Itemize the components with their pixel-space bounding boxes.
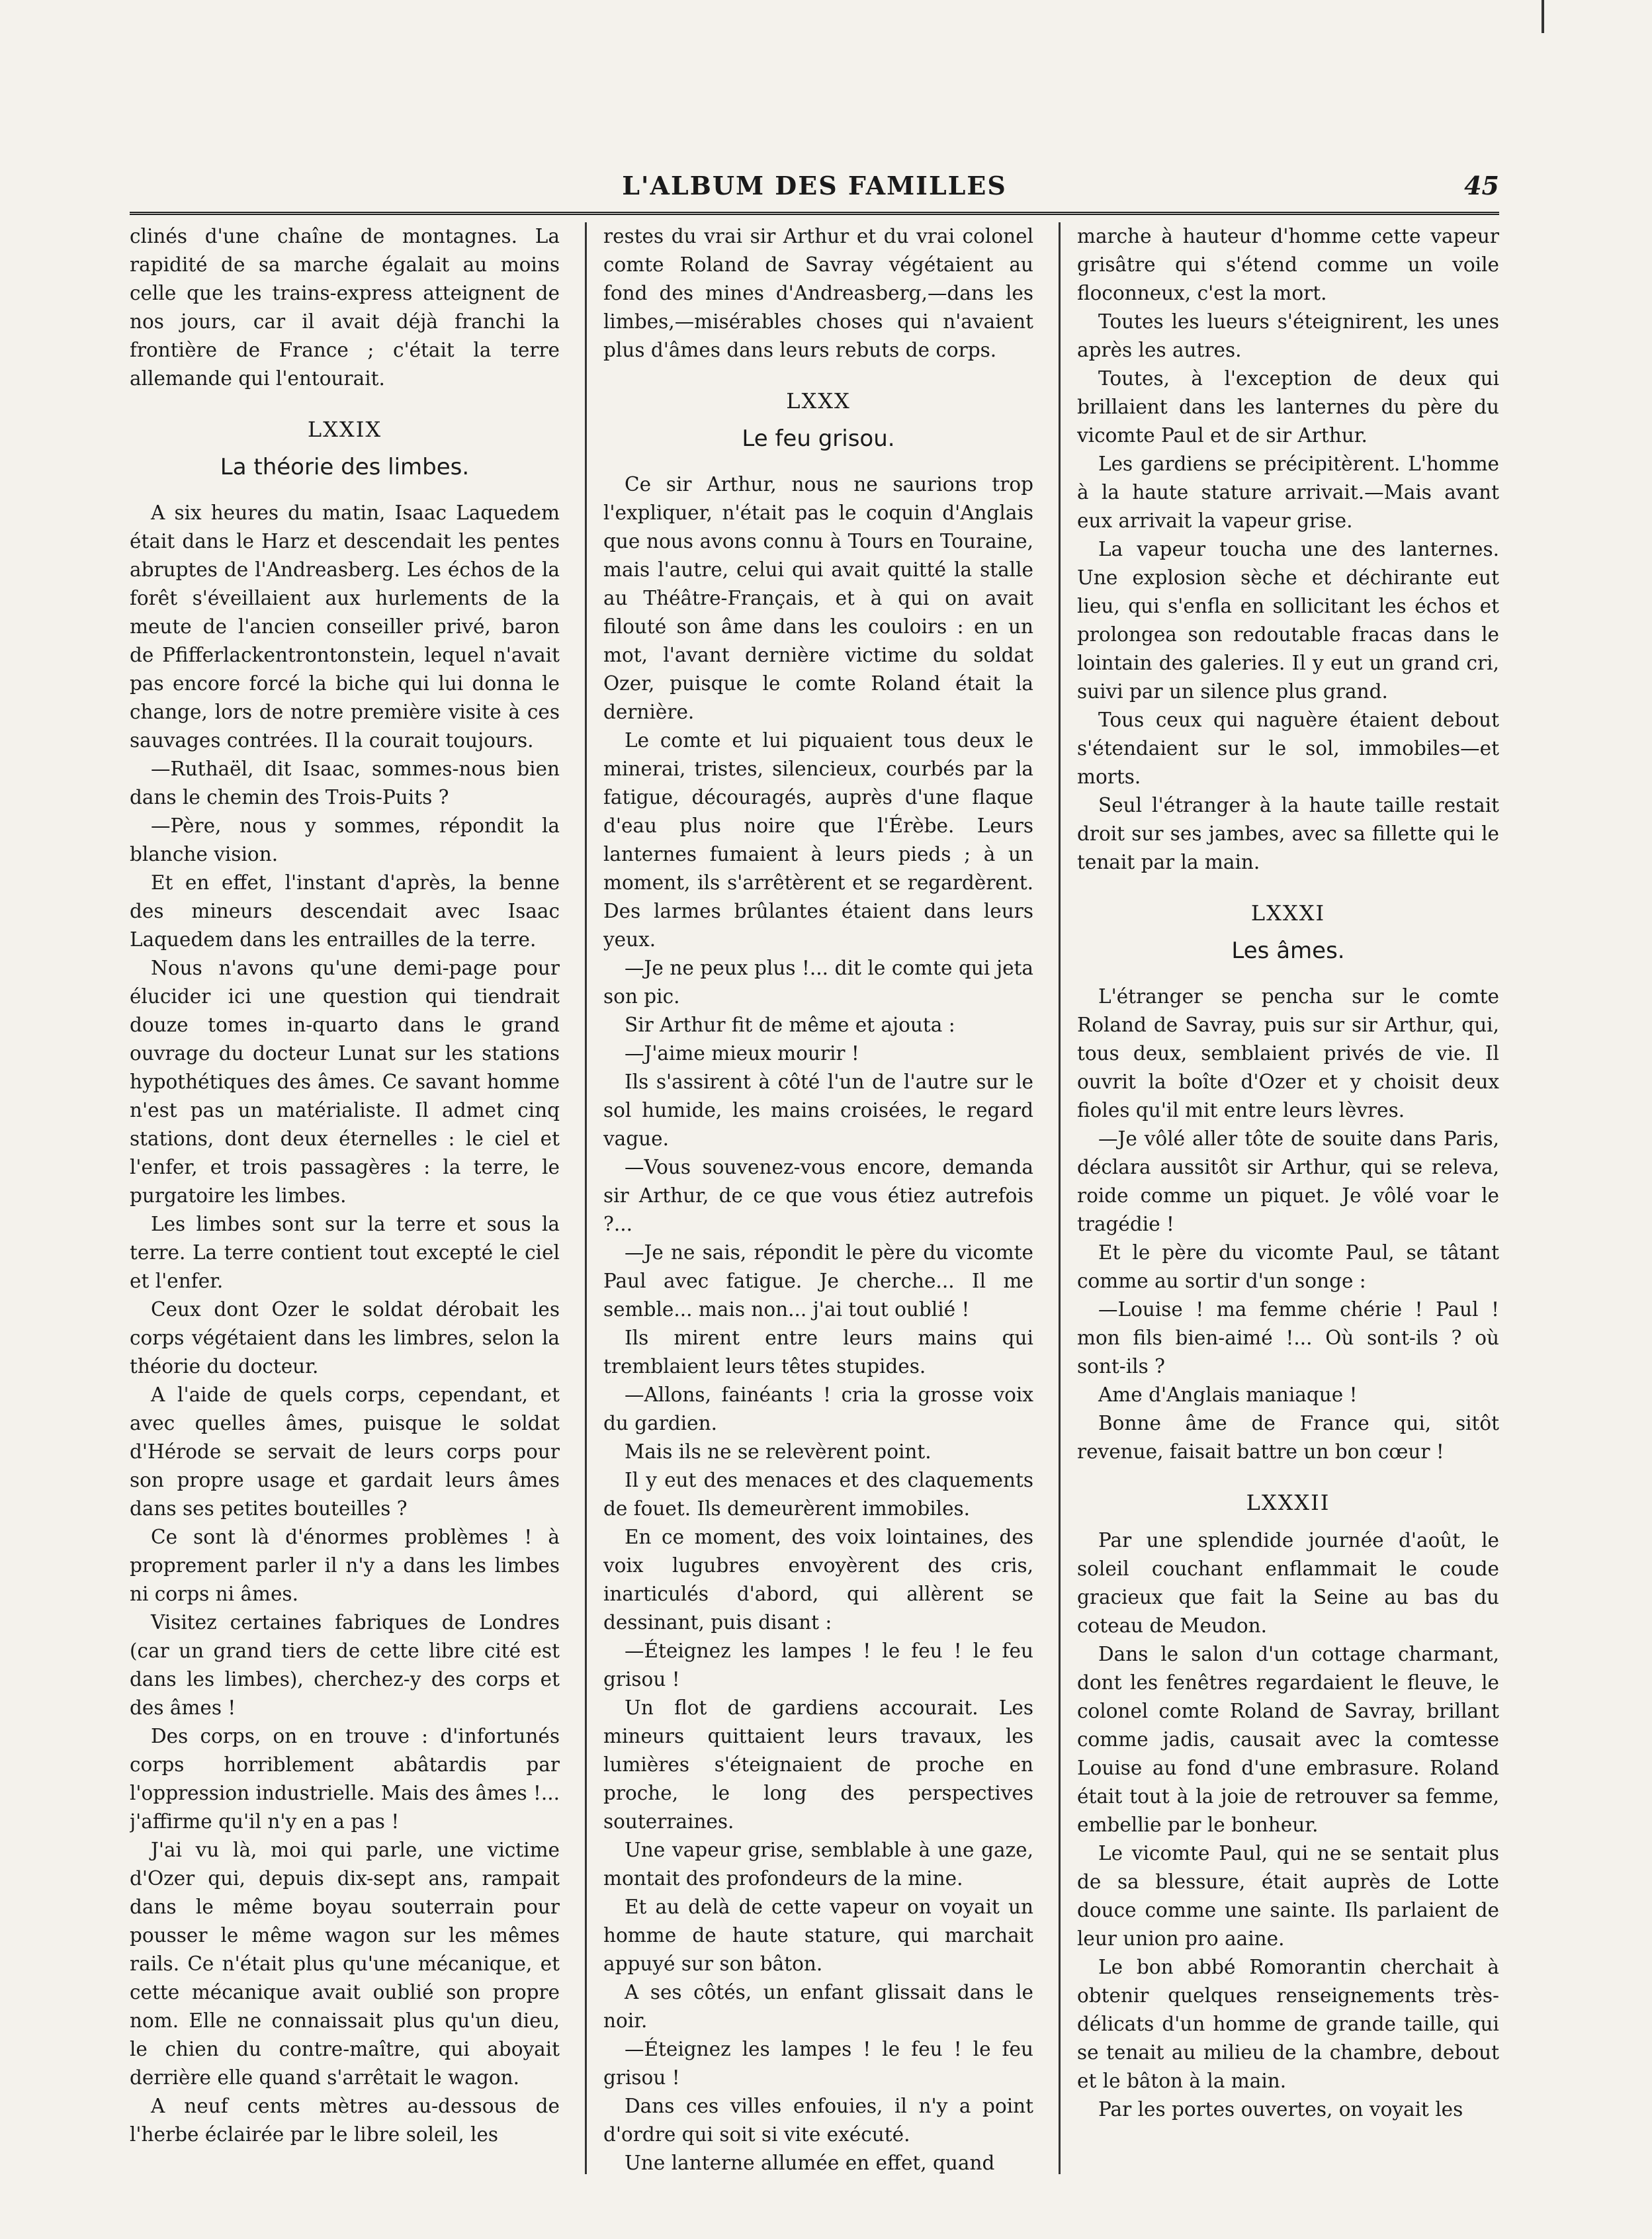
paragraph: —Ruthaël, dit Isaac, sommes-nous bien dans le chemin des Trois-Puits ? — [130, 758, 560, 809]
paragraph: L'étranger se pencha sur le comte Roland de Savray, puis sur sir Arthur, qui, tous deux, semblaient privés de vie. Il ouvrit la boîte d'Ozer et y choisit deux fioles qu'il mit entre leurs lèvres. — [1077, 985, 1499, 1121]
chapter-title: Les âmes. — [1231, 938, 1345, 964]
paragraph: La vapeur toucha une des lanternes. Une explosion sèche et déchirante eut lieu, qui s'enfla en sollicitant les échos et prolongea son redoutable fracas dans le lointain des galeries. Il y eut un grand cri, suivi par un silence plus grand. — [1077, 538, 1499, 703]
paragraph: Toutes, à l'exception de deux qui brillaient dans les lanternes du père du vicomte Paul et de sir Arthur. — [1077, 367, 1499, 447]
paragraph: Le bon abbé Romorantin cherchait à obtenir quelques renseignements très-délicats d'un homme de grande taille, qui se tenait au milieu de la chambre, debout et le bâton à la main. — [1077, 1956, 1499, 2092]
column-divider — [1059, 222, 1061, 2174]
paragraph: Une vapeur grise, semblable à une gaze, montait des profondeurs de la mine. — [603, 1839, 1033, 1890]
header-rule — [130, 212, 1499, 215]
paragraph: Mais ils ne se relevèrent point. — [625, 1440, 932, 1463]
paragraph: Des corps, on en trouve : d'infortunés corps horriblement abâtardis par l'oppression industrielle. Mais des âmes !... j'affirme qu'il n'y en a pas ! — [130, 1725, 560, 1833]
running-title: L'ALBUM DES FAMILLES — [622, 171, 1007, 200]
paragraph: Et au delà de cette vapeur on voyait un homme de haute stature, qui marchait appuyé sur son bâton. — [603, 1896, 1033, 1975]
chapter-number: LXXIX — [307, 417, 382, 442]
paragraph: Ils mirent entre leurs mains qui tremblaient leurs têtes stupides. — [603, 1327, 1033, 1378]
paragraph: Le comte et lui piquaient tous deux le minerai, tristes, silencieux, courbés par la fatigue, découragés, auprès d'une flaque d'eau plus noire que l'Érèbe. Leurs lanternes fumaient à leurs pieds ; à un moment, ils s'arrêtèrent et se regardèrent. Des larmes brûlantes étaient dans leurs yeux. — [603, 729, 1033, 951]
chapter-title: Le feu grisou. — [742, 425, 895, 452]
paragraph: marche à hauteur d'homme cette vapeur grisâtre qui s'étend comme un voile floconneux, c'est la mort. — [1077, 225, 1499, 304]
paragraph: Ceux dont Ozer le soldat dérobait les corps végétaient dans les limbres, selon la théorie du docteur. — [130, 1298, 560, 1378]
paragraph: Le vicomte Paul, qui ne se sentait plus de sa blessure, était auprès de Lotte douce comme une sainte. Ils parlaient de leur union pro aaine. — [1077, 1842, 1499, 1950]
paragraph: Une lanterne allumée en effet, quand — [625, 2152, 995, 2174]
paragraph: Ame d'Anglais maniaque ! — [1098, 1383, 1358, 1406]
paragraph: restes du vrai sir Arthur et du vrai colonel comte Roland de Savray végétaient au fond des mines d'Andreasberg,—dans les limbes,—misérables choses qui n'avaient plus d'âmes dans leurs rebuts de corps. — [603, 225, 1033, 361]
paragraph: Par une splendide journée d'août, le soleil couchant enflammait le coude gracieux que fait la Seine au bas du coteau de Meudon. — [1077, 1529, 1499, 1637]
margin-mark — [1542, 0, 1544, 33]
column-1 — [130, 222, 560, 2174]
text-columns — [130, 222, 1499, 2174]
paragraph: A neuf cents mètres au-dessous de l'herbe éclairée par le libre soleil, les — [130, 2095, 560, 2146]
paragraph: Dans le salon d'un cottage charmant, dont les fenêtres regardaient le fleuve, le colonel comte Roland de Savray, brillant comme jadis, causait avec la comtesse Louise au fond d'une embrasure. Roland était tout à la joie de retrouver sa femme, embellie par le bonheur. — [1077, 1643, 1499, 1836]
column-divider — [585, 222, 587, 2174]
paragraph: —Je ne peux plus !... dit le comte qui jeta son pic. — [603, 957, 1033, 1008]
running-header — [130, 171, 1499, 210]
paragraph: Les limbes sont sur la terre et sous la terre. La terre contient tout excepté le ciel et l'enfer. — [130, 1213, 560, 1292]
paragraph: Nous n'avons qu'une demi-page pour élucider ici une question qui tiendrait douze tomes in-quarto dans le grand ouvrage du docteur Lunat sur les stations hypothétiques des âmes. Ce savant homme n'est pas un matérialiste. Il admet cinq stations, dont deux éternelles : le ciel et l'enfer, et trois passagères : la terre, le purgatoire les limbes. — [130, 957, 560, 1207]
chapter-number: LXXX — [786, 388, 851, 414]
paragraph: Tous ceux qui naguère étaient debout s'étendaient sur le sol, immobiles—et morts. — [1077, 709, 1499, 788]
paragraph: Les gardiens se précipitèrent. L'homme à la haute stature arrivait.—Mais avant eux arrivait la vapeur grise. — [1077, 453, 1499, 532]
paragraph: Et le père du vicomte Paul, se tâtant comme au sortir d'un songe : — [1077, 1241, 1499, 1292]
paragraph: —Allons, fainéants ! cria la grosse voix du gardien. — [603, 1383, 1033, 1434]
paragraph: —Louise ! ma femme chérie ! Paul ! mon fils bien-aimé !... Où sont-ils ? où sont-ils ? — [1077, 1298, 1499, 1378]
paragraph: —Éteignez les lampes ! le feu ! le feu grisou ! — [603, 2038, 1033, 2089]
chapter-number: LXXXII — [1246, 1490, 1330, 1515]
paragraph: En ce moment, des voix lointaines, des voix lugubres envoyèrent des cris, inarticulés d'abord, qui allèrent se dessinant, puis disant : — [603, 1526, 1033, 1634]
paragraph: —Je ne sais, répondit le père du vicomte Paul avec fatigue. Je cherche... Il me semble... mais non... j'ai tout oublié ! — [603, 1241, 1033, 1321]
column-3 — [1077, 222, 1499, 2174]
paragraph: Par les portes ouvertes, on voyait les — [1098, 2098, 1463, 2121]
paragraph: —Éteignez les lampes ! le feu ! le feu grisou ! — [603, 1640, 1033, 1690]
paragraph: J'ai vu là, moi qui parle, une victime d'Ozer qui, depuis dix-sept ans, rampait dans le même boyau souterrain pour pousser le même wagon sur les mêmes rails. Ce n'était plus qu'une mécanique, et cette mécanique avait oublié son propre nom. Elle ne connaissait plus qu'un dieu, le chien du contre-maître, qui aboyait derrière elle quand s'arrêtait le wagon. — [130, 1839, 560, 2089]
paragraph: —Père, nous y sommes, répondit la blanche vision. — [130, 814, 560, 865]
paragraph: Ils s'assirent à côté l'un de l'autre sur le sol humide, les mains croisées, le regard vague. — [603, 1071, 1033, 1150]
paragraph: Toutes les lueurs s'éteignirent, les unes après les autres. — [1077, 310, 1499, 361]
paragraph: Et en effet, l'instant d'après, la benne des mineurs descendait avec Isaac Laquedem dans les entrailles de la terre. — [130, 871, 560, 951]
chapter-title: La théorie des limbes. — [220, 454, 470, 480]
paragraph: —Je vôlé aller tôte de souite dans Paris, déclara aussitôt sir Arthur, qui se releva, roide comme un piquet. Je vôlé voar le tragédie ! — [1077, 1127, 1499, 1235]
paragraph: Il y eut des menaces et des claquements de fouet. Ils demeurèrent immobiles. — [603, 1469, 1033, 1520]
paragraph: Bonne âme de France qui, sitôt revenue, faisait battre un bon cœur ! — [1077, 1412, 1499, 1463]
paragraph: Ce sir Arthur, nous ne saurions trop l'expliquer, n'était pas le coquin d'Anglais que nous avons connu à Tours en Touraine, mais l'autre, celui qui avait quitté la stalle au Théâtre-Français, et à qui on avait filouté son âme dans les couloirs : en un mot, l'avant dernière victime du soldat Ozer, puisque le comte Roland était la dernière. — [603, 473, 1033, 723]
paragraph: A six heures du matin, Isaac Laquedem était dans le Harz et descendait les pentes abruptes de l'Andreasberg. Les échos de la forêt s'éveillaient aux hurlements de la meute de l'ancien conseiller privé, baron de Pfifferlackentrontonstein, lequel n'avait pas encore forcé la biche qui lui donna le change, lors de notre première visite à ces sauvages contrées. Il la courait toujours. — [130, 502, 560, 752]
paragraph: Dans ces villes enfouies, il n'y a point d'ordre qui soit si vite exécuté. — [603, 2095, 1033, 2146]
paragraph: Ce sont là d'énormes problèmes ! à proprement parler il n'y a dans les limbes ni corps ni âmes. — [130, 1526, 560, 1605]
paragraph: —J'aime mieux mourir ! — [625, 1042, 859, 1065]
paragraph: A l'aide de quels corps, cependant, et avec quelles âmes, puisque le soldat d'Hérode se servait de leurs corps pour son propre usage et gardait leurs âmes dans ses petites bouteilles ? — [130, 1383, 560, 1520]
column-2 — [603, 222, 1033, 2174]
paragraph: —Vous souvenez-vous encore, demanda sir Arthur, de ce que vous étiez autrefois ?... — [603, 1156, 1033, 1235]
paragraph: Sir Arthur fit de même et ajouta : — [625, 1014, 955, 1036]
paragraph: Seul l'étranger à la haute taille restait droit sur ses jambes, avec sa fillette qui le tenait par la main. — [1077, 794, 1499, 873]
page-number: 45 — [1464, 171, 1499, 200]
chapter-number: LXXXI — [1250, 900, 1326, 926]
paragraph: A ses côtés, un enfant glissait dans le noir. — [603, 1981, 1033, 2032]
paragraph: Un flot de gardiens accourait. Les mineurs quittaient leurs travaux, les lumières s'éteignaient de proche en proche, le long des perspectives souterraines. — [603, 1696, 1033, 1833]
paragraph: Visitez certaines fabriques de Londres (car un grand tiers de cette libre cité est dans les limbes), cherchez-y des corps et des âmes ! — [130, 1611, 560, 1719]
paragraph: clinés d'une chaîne de montagnes. La rapidité de sa marche égalait au moins celle que les trains-express atteignent de nos jours, car il avait déjà franchi la frontière de France ; c'était la terre allemande qui l'entourait. — [130, 225, 560, 390]
